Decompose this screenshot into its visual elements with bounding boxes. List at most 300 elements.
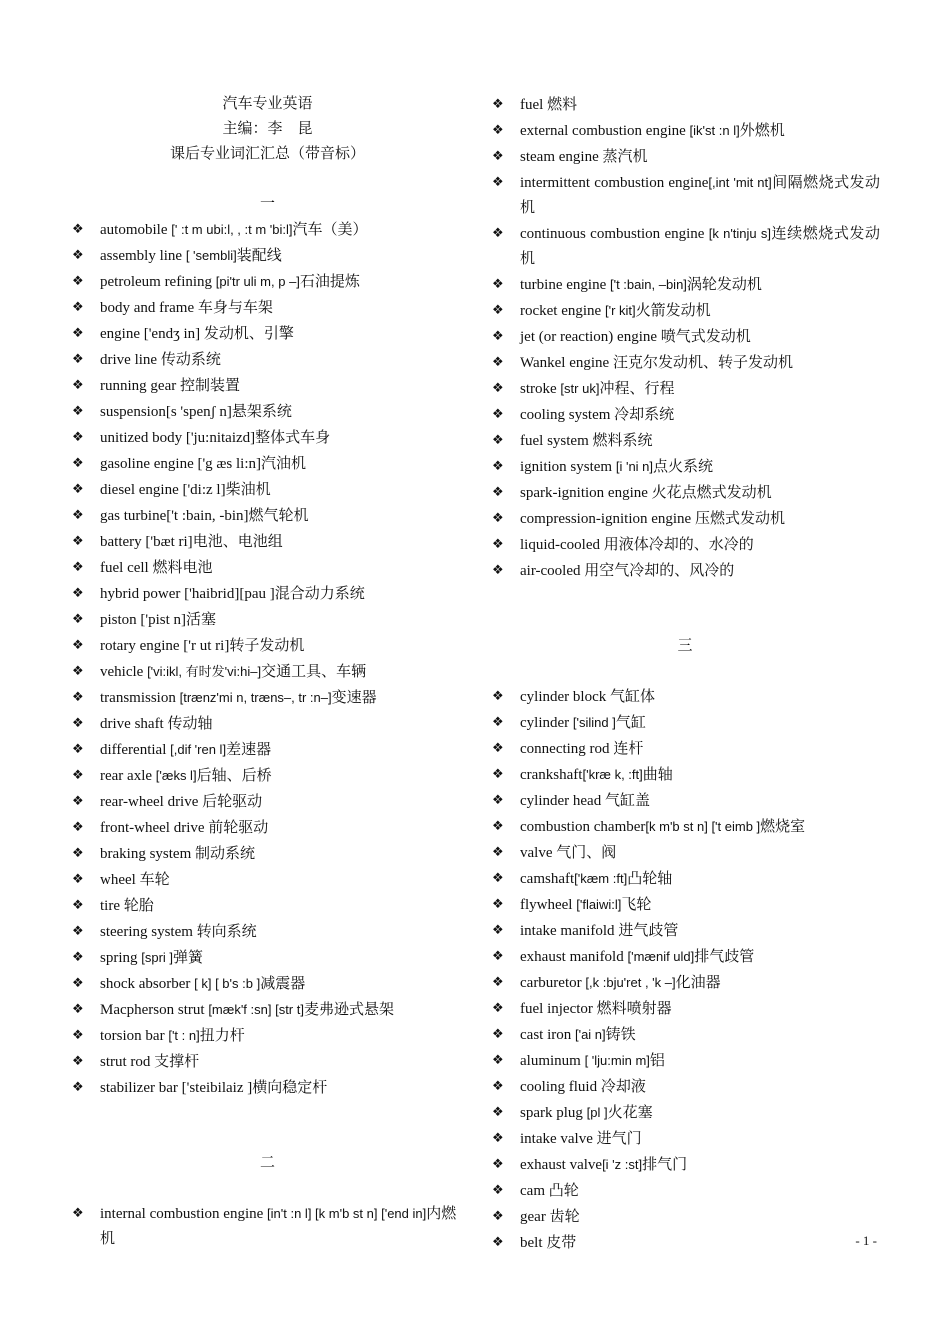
term-english: rocket engine — [520, 303, 605, 319]
bullet-diamond-icon: ❖ — [72, 560, 84, 575]
spacer — [490, 584, 880, 609]
vocab-item — [70, 789, 465, 815]
term-chinese: 交通工具、车辆 — [261, 664, 367, 680]
term-english: intermittent combustion engine — [520, 175, 709, 191]
vocab-item — [70, 711, 465, 737]
term-chinese: 凸轮 — [548, 1183, 579, 1199]
vocab-item — [490, 684, 880, 710]
term-chinese: 横向稳定杆 — [252, 1080, 328, 1096]
term-english: front-wheel drive — [100, 820, 209, 836]
bullet-diamond-icon: ❖ — [72, 638, 84, 653]
term-chinese: 整体式车身 — [255, 430, 331, 446]
term-english: fuel injector — [520, 1001, 597, 1017]
bullet-diamond-icon: ❖ — [72, 1206, 84, 1221]
bullet-diamond-icon: ❖ — [72, 924, 84, 939]
spacer — [70, 1101, 465, 1126]
vocab-item — [70, 893, 465, 919]
bullet-diamond-icon: ❖ — [492, 845, 504, 860]
term-chinese: 冲程、行程 — [599, 381, 675, 397]
vocab-item — [70, 945, 465, 971]
term-chinese: 凸轮轴 — [627, 871, 673, 887]
term-english: cylinder head — [520, 793, 605, 809]
term-chinese: 制动系统 — [195, 846, 256, 862]
vocab-item — [70, 997, 465, 1023]
vocab-item — [490, 298, 880, 324]
term-chinese: 后轴、后桥 — [196, 768, 272, 784]
spacer — [70, 1176, 465, 1201]
bullet-diamond-icon: ❖ — [72, 586, 84, 601]
term-english: flywheel — [520, 897, 577, 913]
term-phonetic: ['mænif uld] — [627, 949, 695, 964]
term-chinese: 弹簧 — [173, 950, 204, 966]
term-chinese: 石油提炼 — [299, 274, 360, 290]
document-editor: 主编：李 昆 — [222, 121, 313, 137]
bullet-diamond-icon: ❖ — [72, 404, 84, 419]
term-chinese: 铝 — [649, 1053, 665, 1069]
bullet-diamond-icon: ❖ — [72, 1054, 84, 1069]
section-heading-two: 二 — [259, 1155, 275, 1171]
bullet-diamond-icon: ❖ — [492, 1209, 504, 1224]
term-phonetic: [,int 'mit nt] — [708, 175, 772, 190]
term-english: internal combustion engine — [100, 1206, 268, 1222]
term-phonetic: [ k] [ b's :b ] — [194, 976, 261, 991]
bullet-diamond-icon: ❖ — [72, 976, 84, 991]
term-english: gear — [520, 1209, 550, 1225]
bullet-diamond-icon: ❖ — [72, 1080, 84, 1095]
term-english: crankshaft — [520, 767, 583, 783]
vocab-item — [490, 480, 880, 506]
term-chinese: 压燃式发动机 — [694, 511, 785, 527]
term-english: compression-ignition engine — [520, 511, 695, 527]
bullet-diamond-icon: ❖ — [492, 511, 504, 526]
vocab-item — [70, 1075, 465, 1101]
term-english: air-cooled — [520, 563, 585, 579]
term-english: intake valve — [520, 1131, 597, 1147]
term-english: connecting rod — [520, 741, 614, 757]
vocab-item — [490, 1074, 880, 1100]
vocab-item — [70, 737, 465, 763]
document-title: 汽车专业英语 — [222, 96, 313, 112]
term-chinese: 气门、阀 — [556, 845, 617, 861]
bullet-diamond-icon: ❖ — [72, 898, 84, 913]
term-chinese: 化油器 — [675, 975, 721, 991]
page-number: - 1 - — [855, 1233, 877, 1248]
vocab-item — [70, 971, 465, 997]
bullet-diamond-icon: ❖ — [492, 1027, 504, 1042]
term-phonetic: [ik'st :n l] — [689, 123, 740, 138]
vocab-item — [490, 814, 880, 840]
bullet-diamond-icon: ❖ — [72, 430, 84, 445]
vocab-item — [490, 376, 880, 402]
vocab-item — [70, 477, 465, 503]
vocab-item — [70, 269, 465, 295]
vocab-list-section-two-right — [490, 92, 880, 584]
bullet-diamond-icon: ❖ — [492, 1183, 504, 1198]
term-chinese: 燃烧室 — [760, 819, 806, 835]
bullet-diamond-icon: ❖ — [492, 741, 504, 756]
vocab-item — [490, 892, 880, 918]
vocab-item — [70, 217, 465, 243]
right-column — [490, 92, 880, 1256]
term-english: continuous combustion engine — [520, 226, 709, 242]
term-phonetic: [' :t m ubi:l, , :t m 'bi:l] — [171, 222, 293, 237]
vocab-item — [490, 918, 880, 944]
bullet-diamond-icon: ❖ — [492, 303, 504, 318]
term-english: rotary engine ['r ut ri] — [100, 638, 230, 654]
term-chinese: 变速器 — [331, 690, 377, 706]
bullet-diamond-icon: ❖ — [492, 715, 504, 730]
term-chinese: 前轮驱动 — [208, 820, 269, 836]
term-english: transmission — [100, 690, 180, 706]
term-phonetic: [pl ] — [586, 1105, 608, 1120]
term-english: cooling fluid — [520, 1079, 601, 1095]
term-chinese: 皮带 — [546, 1235, 577, 1251]
bullet-diamond-icon: ❖ — [492, 123, 504, 138]
bullet-diamond-icon: ❖ — [72, 274, 84, 289]
term-english: suspension[s 'spenʃ n] — [100, 404, 232, 420]
term-chinese: 燃气轮机 — [248, 508, 309, 524]
bullet-diamond-icon: ❖ — [72, 664, 84, 679]
bullet-diamond-icon: ❖ — [72, 612, 84, 627]
term-chinese: 冷却液 — [600, 1079, 646, 1095]
term-phonetic: ['kræ k, :ft] — [582, 767, 643, 782]
term-english: spark-ignition engine — [520, 485, 652, 501]
term-chinese: 燃料系统 — [592, 433, 653, 449]
vocab-item — [70, 607, 465, 633]
bullet-diamond-icon: ❖ — [72, 1002, 84, 1017]
term-phonetic: ['ai n] — [574, 1027, 606, 1042]
vocab-item — [490, 970, 880, 996]
vocab-item — [70, 529, 465, 555]
vocab-item — [490, 221, 880, 272]
vocab-item — [490, 1022, 880, 1048]
term-chinese: 发动机、引擎 — [203, 326, 294, 342]
term-chinese: 进气门 — [596, 1131, 642, 1147]
vocab-item — [490, 788, 880, 814]
vocab-item — [490, 1048, 880, 1074]
vocab-item — [490, 840, 880, 866]
term-phonetic: [k m'b st n] ['t eimb ] — [645, 819, 761, 834]
term-english: diesel engine ['di:z l] — [100, 482, 226, 498]
term-english: automobile — [100, 222, 172, 238]
term-english: Macpherson strut — [100, 1002, 209, 1018]
term-english: rear axle — [100, 768, 156, 784]
bullet-diamond-icon: ❖ — [72, 326, 84, 341]
term-chinese: 转子发动机 — [229, 638, 305, 654]
term-chinese: 涡轮发动机 — [686, 277, 762, 293]
term-phonetic: [ 'sembli] — [185, 248, 237, 263]
bullet-diamond-icon: ❖ — [492, 871, 504, 886]
bullet-diamond-icon: ❖ — [492, 563, 504, 578]
term-english: shock absorber — [100, 976, 195, 992]
vocab-item — [70, 295, 465, 321]
term-english: stabilizer bar ['steibilaiz ] — [100, 1080, 253, 1096]
term-english: cooling system — [520, 407, 615, 423]
bullet-diamond-icon: ❖ — [492, 689, 504, 704]
term-english: braking system — [100, 846, 195, 862]
term-chinese: 装配线 — [236, 248, 282, 264]
vocab-list-section-three — [490, 684, 880, 1256]
term-chinese: 转向系统 — [196, 924, 257, 940]
term-chinese: 燃料喷射器 — [596, 1001, 672, 1017]
term-chinese: 传动系统 — [160, 352, 221, 368]
term-english: camshaft — [520, 871, 575, 887]
vocab-item — [490, 558, 880, 584]
term-phonetic: ['t :bain, –bin] — [609, 277, 687, 292]
term-phonetic: ['silind ] — [572, 715, 616, 730]
term-english: strut rod — [100, 1054, 155, 1070]
term-chinese: 差速器 — [226, 742, 272, 758]
term-english: carburetor — [520, 975, 586, 991]
term-english: battery ['bæt ri] — [100, 534, 193, 550]
term-chinese: 铸铁 — [605, 1027, 636, 1043]
term-chinese: 内燃机 — [100, 1206, 457, 1247]
bullet-diamond-icon: ❖ — [72, 794, 84, 809]
bullet-diamond-icon: ❖ — [492, 149, 504, 164]
term-english: combustion chamber — [520, 819, 646, 835]
vocab-item — [490, 92, 880, 118]
left-column — [70, 92, 465, 1252]
term-english: hybrid power ['haibrid][pau ] — [100, 586, 275, 602]
term-chinese: 外燃机 — [739, 123, 785, 139]
vocab-item — [490, 1230, 880, 1256]
term-english: belt — [520, 1235, 547, 1251]
vocab-item — [70, 841, 465, 867]
term-english: cam — [520, 1183, 549, 1199]
term-chinese: 柴油机 — [225, 482, 271, 498]
term-english: exhaust valve — [520, 1157, 603, 1173]
vocab-item — [70, 659, 465, 685]
bullet-diamond-icon: ❖ — [72, 846, 84, 861]
vocab-item — [490, 324, 880, 350]
vocab-item — [490, 762, 880, 788]
term-english: drive line — [100, 352, 161, 368]
term-english: body and frame — [100, 300, 198, 316]
vocab-item — [490, 736, 880, 762]
bullet-diamond-icon: ❖ — [492, 1001, 504, 1016]
term-chinese: 冷却系统 — [614, 407, 675, 423]
vocab-item — [490, 944, 880, 970]
vocab-item — [70, 581, 465, 607]
bullet-diamond-icon: ❖ — [492, 949, 504, 964]
bullet-diamond-icon: ❖ — [72, 222, 84, 237]
bullet-diamond-icon: ❖ — [492, 407, 504, 422]
term-chinese: 支撑杆 — [154, 1054, 200, 1070]
vocab-item — [70, 1201, 465, 1252]
vocab-item — [70, 1049, 465, 1075]
bullet-diamond-icon: ❖ — [492, 175, 504, 190]
term-chinese: 燃料 — [547, 97, 578, 113]
bullet-diamond-icon: ❖ — [72, 950, 84, 965]
document-subtitle: 课后专业词汇汇总（带音标） — [169, 146, 365, 162]
vocab-item — [490, 1100, 880, 1126]
vocab-item — [490, 402, 880, 428]
term-chinese: 活塞 — [186, 612, 217, 628]
bullet-diamond-icon: ❖ — [72, 690, 84, 705]
vocab-item — [70, 1023, 465, 1049]
vocab-item — [70, 399, 465, 425]
term-english: fuel cell — [100, 560, 153, 576]
term-chinese: 汪克尔发动机、转子发动机 — [612, 355, 793, 371]
term-chinese: 汽油机 — [261, 456, 307, 472]
bullet-diamond-icon: ❖ — [72, 482, 84, 497]
term-chinese: 传动轴 — [167, 716, 213, 732]
term-english: drive shaft — [100, 716, 168, 732]
term-english: petroleum refining — [100, 274, 216, 290]
term-english: cast iron — [520, 1027, 575, 1043]
bullet-diamond-icon: ❖ — [492, 277, 504, 292]
vocab-item — [70, 555, 465, 581]
bullet-diamond-icon: ❖ — [492, 1235, 504, 1250]
bullet-diamond-icon: ❖ — [492, 355, 504, 370]
term-phonetic: ['t : n] — [168, 1028, 200, 1043]
bullet-diamond-icon: ❖ — [492, 1079, 504, 1094]
term-phonetic: [,dif 'ren l] — [170, 742, 227, 757]
term-english: wheel — [100, 872, 140, 888]
vocab-item — [490, 454, 880, 480]
term-phonetic: [spri ] — [141, 950, 174, 965]
term-phonetic: [trænz'mi n, træns–, tr :n–] — [179, 690, 332, 705]
bullet-diamond-icon: ❖ — [72, 352, 84, 367]
bullet-diamond-icon: ❖ — [492, 381, 504, 396]
vocab-item — [70, 763, 465, 789]
term-english: Wankel engine — [520, 355, 613, 371]
bullet-diamond-icon: ❖ — [492, 897, 504, 912]
bullet-diamond-icon: ❖ — [72, 300, 84, 315]
vocab-list-section-one — [70, 217, 465, 1101]
vocab-item — [70, 633, 465, 659]
bullet-diamond-icon: ❖ — [492, 226, 504, 241]
vocab-item — [70, 867, 465, 893]
term-english: fuel system — [520, 433, 593, 449]
bullet-diamond-icon: ❖ — [72, 742, 84, 757]
term-english: running gear — [100, 378, 180, 394]
term-english: jet (or reaction) engine — [520, 329, 661, 345]
bullet-diamond-icon: ❖ — [492, 537, 504, 552]
term-english: assembly line — [100, 248, 186, 264]
term-chinese: 间隔燃烧式发动机 — [520, 175, 880, 216]
term-chinese: 汽车（美） — [292, 222, 368, 238]
vocab-item — [490, 144, 880, 170]
term-chinese: 蒸汽机 — [602, 149, 648, 165]
bullet-diamond-icon: ❖ — [72, 1028, 84, 1043]
term-chinese: 排气门 — [642, 1157, 688, 1173]
term-phonetic: [in't :n l] [k m'b st n] ['end in] — [267, 1206, 427, 1221]
spacer — [490, 609, 880, 634]
bullet-diamond-icon: ❖ — [72, 508, 84, 523]
vocab-item — [490, 1204, 880, 1230]
bullet-diamond-icon: ❖ — [492, 819, 504, 834]
vocab-item — [490, 506, 880, 532]
term-phonetic: ['kæm :ft] — [574, 871, 628, 886]
term-phonetic: [i 'ni n] — [615, 459, 654, 474]
term-chinese: 齿轮 — [549, 1209, 580, 1225]
term-english: valve — [520, 845, 557, 861]
term-english: spark plug — [520, 1105, 587, 1121]
vocab-item — [70, 815, 465, 841]
term-chinese: 轮胎 — [123, 898, 154, 914]
vocab-item — [490, 710, 880, 736]
term-english: unitized body ['ju:nitaizd] — [100, 430, 256, 446]
vocab-item — [490, 1178, 880, 1204]
vocab-list-section-two-left — [70, 1201, 465, 1252]
vocab-item — [490, 272, 880, 298]
term-chinese: 车身与车架 — [197, 300, 273, 316]
term-chinese: 排气歧管 — [694, 949, 755, 965]
vocab-item — [490, 350, 880, 376]
term-english: steam engine — [520, 149, 603, 165]
vocab-item — [490, 428, 880, 454]
bullet-diamond-icon: ❖ — [492, 459, 504, 474]
vocab-item — [70, 451, 465, 477]
vocab-item — [490, 118, 880, 144]
term-chinese: 车轮 — [139, 872, 170, 888]
bullet-diamond-icon: ❖ — [72, 768, 84, 783]
bullet-diamond-icon: ❖ — [492, 1105, 504, 1120]
term-chinese: 麦弗逊式悬架 — [303, 1002, 394, 1018]
term-chinese: 减震器 — [260, 976, 306, 992]
bullet-diamond-icon: ❖ — [72, 378, 84, 393]
spacer — [490, 659, 880, 684]
term-english: stroke — [520, 381, 561, 397]
bullet-diamond-icon: ❖ — [72, 872, 84, 887]
term-chinese: 火花点燃式发动机 — [651, 485, 772, 501]
term-english: gas turbine['t :bain, -bin] — [100, 508, 249, 524]
bullet-diamond-icon: ❖ — [72, 248, 84, 263]
term-english: liquid-cooled — [520, 537, 604, 553]
bullet-diamond-icon: ❖ — [492, 1131, 504, 1146]
term-chinese: 扭力杆 — [199, 1028, 245, 1044]
term-chinese: 用液体冷却的、水冷的 — [603, 537, 754, 553]
term-chinese: 进气歧管 — [618, 923, 679, 939]
term-english: torsion bar — [100, 1028, 169, 1044]
term-phonetic: [mæk'f :sn] [str t] — [208, 1002, 304, 1017]
bullet-diamond-icon: ❖ — [492, 97, 504, 112]
term-english: steering system — [100, 924, 197, 940]
term-chinese: 燃料电池 — [152, 560, 213, 576]
term-english: external combustion engine — [520, 123, 690, 139]
term-chinese: 连杆 — [613, 741, 644, 757]
term-chinese: 气缸 — [615, 715, 646, 731]
vocab-item — [490, 532, 880, 558]
term-phonetic: [str uk] — [560, 381, 600, 396]
section-heading-three: 三 — [677, 638, 693, 654]
bullet-diamond-icon: ❖ — [72, 534, 84, 549]
bullet-diamond-icon: ❖ — [492, 329, 504, 344]
vocab-item — [70, 919, 465, 945]
term-chinese: 混合动力系统 — [274, 586, 365, 602]
bullet-diamond-icon: ❖ — [72, 716, 84, 731]
vocab-item — [70, 685, 465, 711]
term-english: gasoline engine ['g æs li:n] — [100, 456, 262, 472]
term-chinese: 悬架系统 — [231, 404, 292, 420]
vocab-item — [70, 243, 465, 269]
term-chinese: 后轮驱动 — [202, 794, 263, 810]
vocab-item — [490, 866, 880, 892]
term-chinese: 火箭发动机 — [635, 303, 711, 319]
term-phonetic: ['æks l] — [155, 768, 197, 783]
vocab-item — [490, 996, 880, 1022]
term-phonetic: [ 'lju:min m] — [584, 1053, 650, 1068]
term-phonetic: ['flaiwi:l] — [576, 897, 622, 912]
bullet-diamond-icon: ❖ — [492, 485, 504, 500]
term-english: ignition system — [520, 459, 616, 475]
term-chinese: 用空气冷却的、风冷的 — [584, 563, 735, 579]
term-phonetic: [,k :bju'ret , 'k –] — [585, 975, 676, 990]
term-english: tire — [100, 898, 124, 914]
term-phonetic: ['r kit] — [604, 303, 636, 318]
vocab-item — [70, 373, 465, 399]
